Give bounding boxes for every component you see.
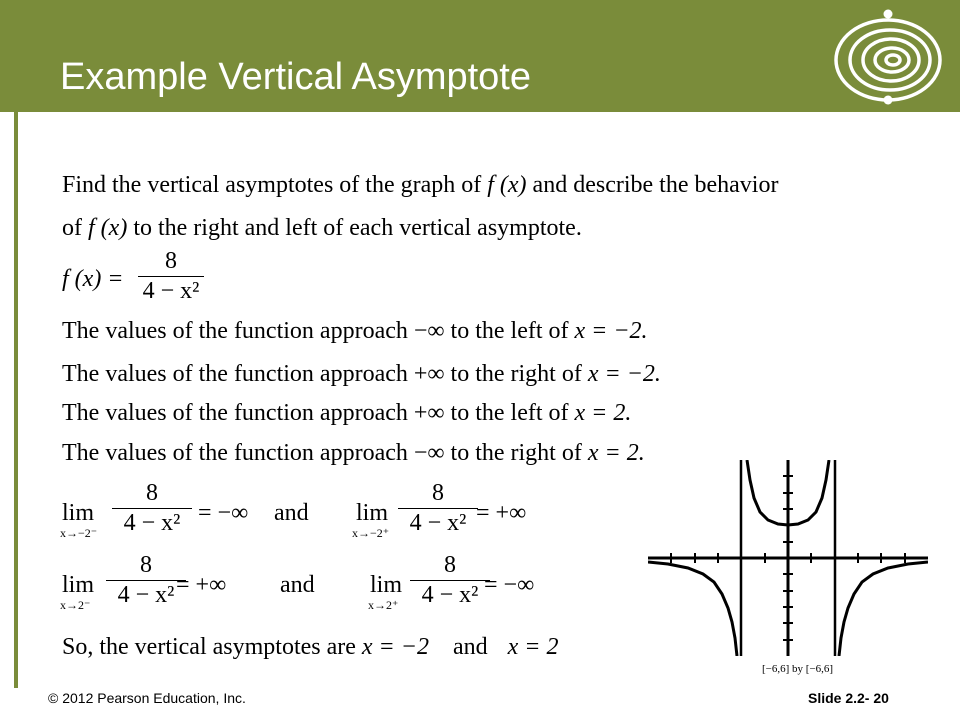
limit-value: = −∞ — [198, 500, 249, 526]
limit-value: = +∞ — [176, 572, 227, 598]
fraction-denominator: 4 − x² — [409, 510, 467, 536]
graph-axes — [648, 460, 928, 656]
fraction-numerator: 8 — [140, 552, 152, 578]
graph-window-label: [−6,6] by [−6,6] — [762, 663, 834, 675]
right-branch-curve — [839, 562, 928, 656]
problem-text: to the right and left of each vertical asymptote. — [127, 215, 582, 241]
statement-text: The values of the function approach — [62, 318, 414, 344]
limit-expression — [60, 500, 98, 540]
limit-subscript: x→2⁺ — [368, 598, 399, 612]
asymptote-equation: x = −2. — [587, 361, 661, 387]
statement-4 — [62, 440, 645, 467]
function-graph — [648, 460, 928, 656]
left-accent-bar — [14, 112, 18, 688]
limit-operator: lim — [370, 572, 403, 598]
spiral-logo-icon — [826, 8, 948, 106]
function-fraction — [138, 248, 204, 305]
limit-expression — [368, 572, 403, 612]
and-text: and — [274, 500, 309, 526]
fraction-denominator: 4 − x² — [142, 278, 200, 304]
infinity-value: −∞ — [413, 440, 445, 466]
fraction-denominator: 4 − x² — [123, 510, 181, 536]
problem-text: and describe the behavior — [526, 172, 779, 198]
limit-value: = +∞ — [476, 500, 527, 526]
statement-text: The values of the function approach — [62, 400, 414, 426]
statement-text: to the right of — [444, 361, 588, 387]
footer-copyright: © 2012 Pearson Education, Inc. — [48, 690, 246, 706]
statement-3 — [62, 400, 631, 427]
statement-1 — [62, 318, 648, 345]
limit-operator: lim — [62, 500, 95, 526]
limit-operator: lim — [356, 500, 389, 526]
fraction-bar — [138, 276, 204, 277]
fraction-denominator: 4 − x² — [117, 582, 175, 608]
limit-fraction — [106, 552, 186, 609]
statement-text: The values of the function approach — [62, 440, 414, 466]
asymptote-equation: x = 2 — [507, 634, 559, 660]
limit-expression — [60, 572, 95, 612]
statement-text: The values of the function approach — [62, 361, 414, 387]
fraction-numerator: 8 — [146, 480, 158, 506]
limit-expression — [352, 500, 390, 540]
asymptote-equation: x = 2. — [587, 440, 645, 466]
fraction-numerator: 8 — [432, 480, 444, 506]
statement-2 — [62, 361, 661, 388]
infinity-value: +∞ — [413, 400, 445, 426]
problem-text: of — [62, 215, 88, 241]
left-branch-curve — [648, 562, 737, 656]
slide-number: Slide 2.2- 20 — [808, 690, 889, 706]
fraction-denominator: 4 − x² — [421, 582, 479, 608]
fraction-bar — [106, 580, 186, 581]
limit-value: = −∞ — [484, 572, 535, 598]
infinity-value: +∞ — [413, 361, 445, 387]
statement-text: to the right of — [444, 440, 588, 466]
limit-subscript: x→2⁻ — [60, 598, 91, 612]
asymptote-equation: x = 2. — [574, 400, 632, 426]
function-symbol: f (x) — [487, 172, 527, 198]
statement-text: to the left of — [444, 400, 575, 426]
fraction-bar — [112, 508, 192, 509]
function-lhs: f (x) = — [62, 266, 124, 292]
and-text: and — [280, 572, 315, 598]
limit-fraction — [410, 552, 490, 609]
problem-line-2 — [62, 215, 582, 242]
limit-subscript: x→−2⁺ — [352, 526, 390, 540]
and-text: and — [452, 634, 488, 660]
limit-fraction — [112, 480, 192, 537]
asymptote-equation: x = −2 — [361, 634, 429, 660]
fraction-bar — [398, 508, 478, 509]
function-symbol: f (x) — [88, 215, 128, 241]
fraction-numerator: 8 — [444, 552, 456, 578]
conclusion-text: So, the vertical asymptotes are — [62, 634, 362, 660]
fraction-bar — [410, 580, 490, 581]
problem-text: Find the vertical asymptotes of the graph of — [62, 172, 488, 198]
conclusion-line — [62, 634, 558, 661]
limit-operator: lim — [62, 572, 95, 598]
statement-text: to the left of — [444, 318, 575, 344]
fraction-numerator: 8 — [165, 248, 177, 274]
limit-subscript: x→−2⁻ — [60, 526, 98, 540]
limit-fraction — [398, 480, 478, 537]
infinity-value: −∞ — [413, 318, 445, 344]
slide-title: Example Vertical Asymptote — [60, 56, 531, 98]
problem-line-1 — [62, 172, 778, 199]
asymptote-equation: x = −2. — [574, 318, 648, 344]
